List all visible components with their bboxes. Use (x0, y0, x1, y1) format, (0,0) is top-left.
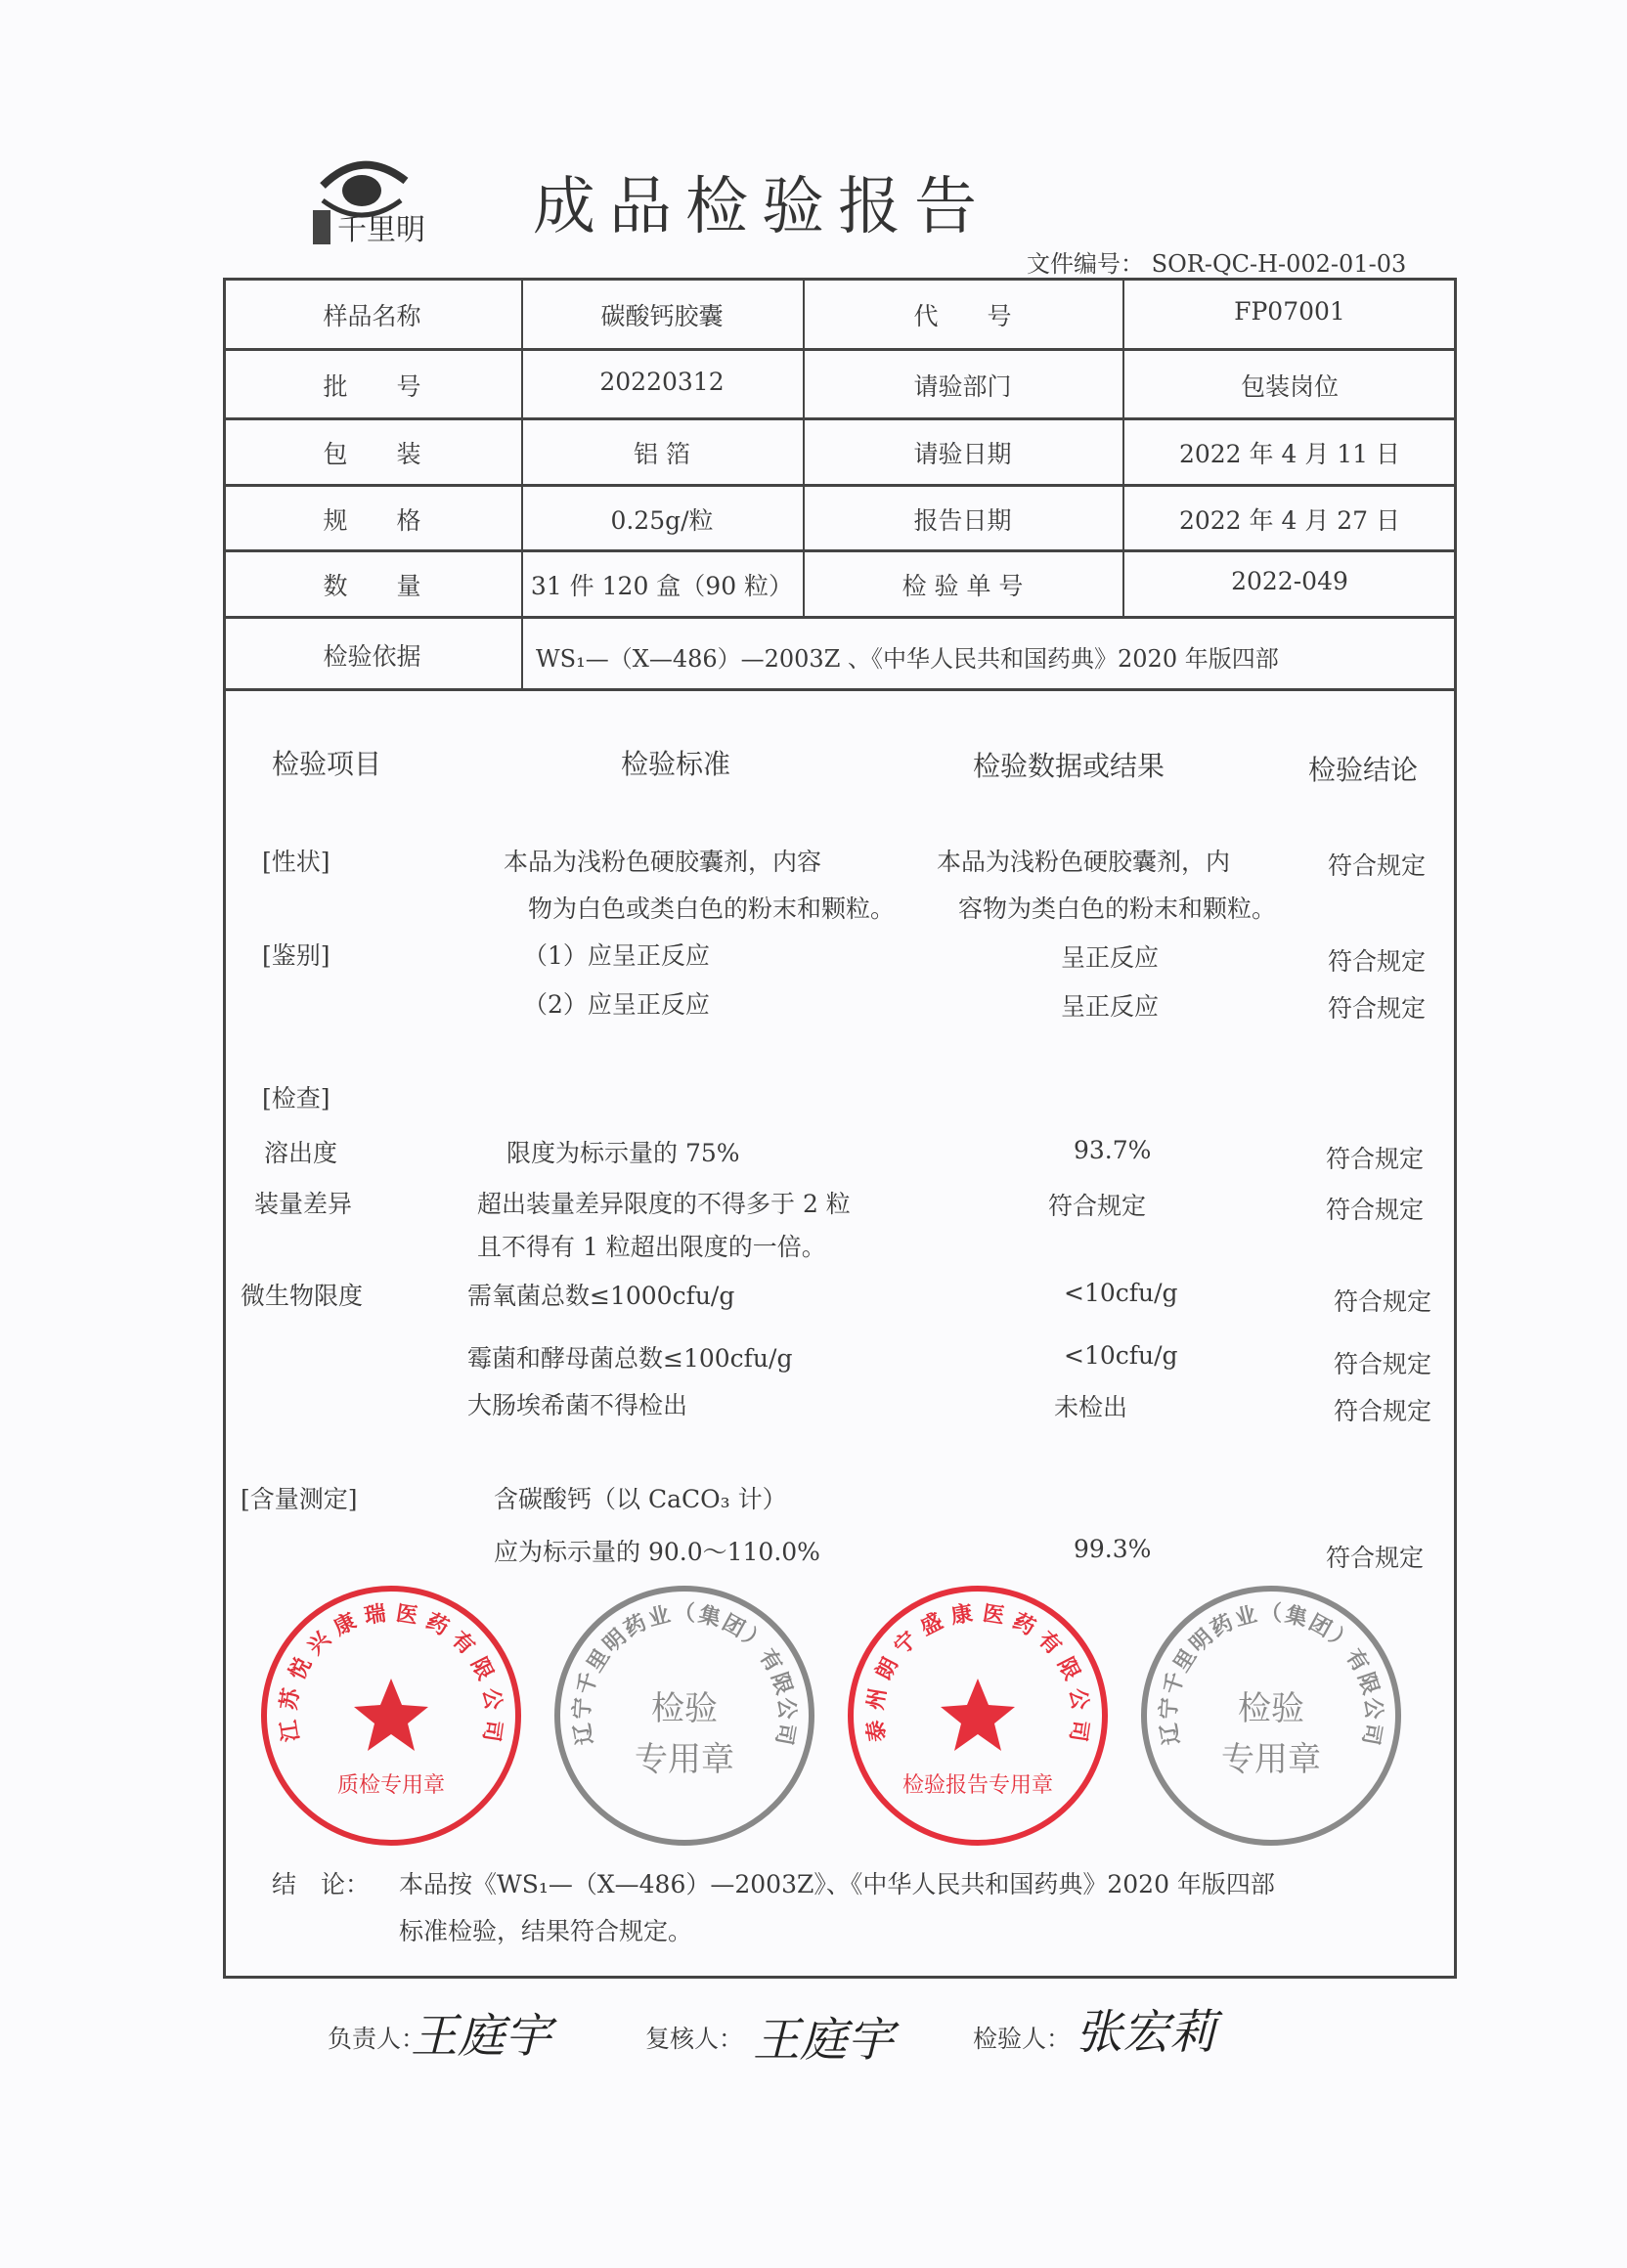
svg-text:康: 康 (330, 1609, 361, 1641)
svg-text:（: （ (673, 1601, 696, 1627)
svg-text:药: 药 (1207, 1610, 1238, 1642)
item-standard: （2）应呈正反应 (523, 990, 710, 1019)
item-conclusion: 符合规定 (1328, 947, 1427, 976)
item-standard: 物为白色或类白色的粉末和颗粒。 (528, 894, 896, 923)
item-result: 呈正反应 (1061, 992, 1160, 1021)
svg-text:检验报告专用章: 检验报告专用章 (901, 1773, 1054, 1798)
info-value: 2022-049 (1231, 567, 1348, 595)
item-result: 99.3% (1074, 1535, 1152, 1563)
svg-text:司: 司 (1064, 1718, 1092, 1744)
svg-text:限: 限 (1052, 1653, 1084, 1684)
svg-text:专用章: 专用章 (1221, 1740, 1321, 1779)
svg-text:千: 千 (572, 1669, 603, 1698)
svg-text:公: 公 (1359, 1696, 1385, 1721)
conclusion-label: 结 论： (272, 1870, 371, 1898)
responsible-label: 负责人： (328, 2025, 426, 2053)
item-result: <10cfu/g (1064, 1279, 1178, 1307)
info-value: 0.25g/粒 (610, 505, 714, 535)
basis-label: 检验依据 (323, 642, 421, 671)
conclusion-text: 标准检验，结果符合规定。 (399, 1917, 693, 1945)
col-conclusion: 检验结论 (1308, 754, 1419, 786)
item-result: 容物为类白色的粉末和颗粒。 (958, 894, 1277, 923)
reviewer-label: 复核人： (645, 2025, 744, 2053)
info-value: 2022 年 4 月 27 日 (1178, 505, 1401, 535)
svg-text:辽: 辽 (1157, 1721, 1185, 1747)
svg-text:康: 康 (948, 1601, 975, 1630)
svg-text:有: 有 (446, 1627, 479, 1660)
svg-text:里: 里 (1169, 1644, 1202, 1677)
svg-text:明: 明 (1185, 1625, 1218, 1658)
svg-text:质检专用章: 质检专用章 (336, 1773, 446, 1798)
svg-text:医: 医 (394, 1601, 420, 1630)
item-conclusion: 符合规定 (1334, 1397, 1432, 1425)
item-name: [性状] (262, 848, 330, 876)
svg-text:悦: 悦 (285, 1653, 317, 1684)
item-standard: 大肠埃希菌不得检出 (467, 1391, 688, 1419)
svg-text:集: 集 (695, 1602, 724, 1633)
svg-text:集: 集 (1282, 1602, 1310, 1633)
basis-value: WS₁—（X—486）—2003Z 、《中华人民共和国药典》2020 年版四部 (536, 645, 1279, 673)
svg-text:限: 限 (766, 1669, 797, 1698)
item-name: 微生物限度 (241, 1282, 364, 1310)
eye-logo-icon (293, 142, 460, 249)
item-result: 93.7% (1074, 1136, 1152, 1164)
info-label: 请验日期 (913, 440, 1012, 468)
svg-text:瑞: 瑞 (362, 1601, 388, 1630)
item-result: 呈正反应 (1061, 943, 1160, 972)
inspector-label: 检验人： (973, 2025, 1072, 2053)
svg-text:宁: 宁 (570, 1696, 596, 1721)
item-conclusion: 符合规定 (1326, 1196, 1425, 1224)
item-standard: 限度为标示量的 75% (506, 1139, 740, 1167)
item-conclusion: 符合规定 (1326, 1544, 1425, 1572)
svg-text:业: 业 (645, 1602, 674, 1633)
item-standard: 需氧菌总数≤1000cfu/g (467, 1282, 735, 1310)
info-label: 报告日期 (913, 505, 1012, 535)
info-value: FP07001 (1234, 297, 1345, 326)
item-conclusion: 符合规定 (1334, 1287, 1432, 1316)
info-label: 样品名称 (323, 302, 421, 330)
svg-text:团: 团 (718, 1610, 749, 1642)
inspector-signature: 张宏莉 (1076, 2005, 1217, 2060)
item-standard: 霉菌和酵母菌总数≤100cfu/g (467, 1344, 793, 1373)
item-standard: （1）应呈正反应 (523, 941, 710, 970)
item-name: [检查] (262, 1084, 330, 1112)
item-result: 未检出 (1054, 1393, 1128, 1421)
info-label: 批 号 (323, 371, 421, 401)
item-conclusion: 符合规定 (1328, 851, 1427, 880)
item-result: 本品为浅粉色硬胶囊剂，内 (937, 848, 1231, 876)
responsible-signature: 王庭宇 (411, 2009, 552, 2064)
svg-text:药: 药 (1008, 1609, 1039, 1641)
svg-text:辽: 辽 (570, 1721, 598, 1747)
info-value: 20220312 (599, 367, 725, 396)
svg-text:限: 限 (1352, 1669, 1384, 1698)
svg-text:限: 限 (465, 1653, 498, 1684)
item-name: 溶出度 (264, 1139, 338, 1167)
info-label: 规 格 (323, 505, 421, 535)
svg-text:检验: 检验 (1238, 1689, 1304, 1728)
svg-text:医: 医 (981, 1601, 1007, 1630)
info-label: 代 号 (913, 302, 1012, 330)
info-value: 2022 年 4 月 11 日 (1178, 440, 1401, 468)
info-label: 包 装 (323, 440, 421, 468)
info-value: 31 件 120 盒（90 粒） (530, 572, 794, 600)
item-conclusion: 符合规定 (1334, 1350, 1432, 1378)
item-standard: 本品为浅粉色硬胶囊剂，内容 (504, 848, 822, 876)
document-number (1027, 244, 1406, 279)
item-result: <10cfu/g (1064, 1341, 1178, 1370)
svg-text:泰: 泰 (863, 1718, 892, 1744)
reviewer-signature: 王庭宇 (753, 2013, 895, 2068)
svg-text:江: 江 (277, 1718, 305, 1744)
svg-text:明: 明 (598, 1625, 632, 1658)
svg-text:）: ） (1324, 1625, 1357, 1658)
svg-text:有: 有 (1341, 1644, 1373, 1677)
svg-text:公: 公 (477, 1686, 506, 1713)
svg-text:里: 里 (583, 1644, 615, 1677)
col-standard: 检验标准 (621, 748, 731, 780)
svg-text:宁: 宁 (1157, 1696, 1183, 1721)
item-conclusion: 符合规定 (1326, 1145, 1425, 1173)
report-title: 成品检验报告 (533, 171, 990, 243)
svg-text:检验: 检验 (651, 1689, 718, 1728)
svg-text:司: 司 (1357, 1721, 1385, 1747)
svg-text:有: 有 (1033, 1627, 1066, 1660)
info-value: 铝 箔 (634, 440, 690, 468)
item-conclusion: 符合规定 (1328, 994, 1427, 1023)
svg-text:业: 业 (1232, 1602, 1260, 1633)
svg-text:盛: 盛 (916, 1609, 947, 1641)
info-label: 检 验 单 号 (901, 572, 1024, 600)
doc-no-value: SOR-QC-H-002-01-03 (1151, 250, 1407, 278)
conclusion-text: 本品按《WS₁—（X—486）—2003Z》、《中华人民共和国药典》2020 年版四部 (399, 1870, 1275, 1898)
svg-text:专用章: 专用章 (635, 1740, 734, 1779)
item-standard: 超出装量差异限度的不得多于 2 粒 (477, 1190, 851, 1218)
svg-text:团: 团 (1304, 1610, 1336, 1642)
svg-text:药: 药 (620, 1610, 651, 1642)
svg-text:千里明: 千里明 (337, 213, 425, 247)
col-item: 检验项目 (272, 748, 382, 780)
svg-text:兴: 兴 (303, 1627, 336, 1660)
item-name: [含量测定] (241, 1485, 358, 1513)
svg-text:公: 公 (1064, 1686, 1092, 1713)
doc-no-label: 文件编号： (1027, 250, 1144, 278)
svg-text:州: 州 (863, 1686, 892, 1713)
item-standard: 应为标示量的 90.0～110.0% (494, 1538, 820, 1566)
info-value: 包装岗位 (1240, 371, 1339, 401)
company-logo (293, 142, 460, 253)
svg-text:千: 千 (1159, 1669, 1190, 1698)
svg-text:司: 司 (477, 1718, 506, 1744)
item-result: 符合规定 (1048, 1192, 1147, 1220)
info-label: 请验部门 (913, 371, 1012, 401)
col-result: 检验数据或结果 (973, 750, 1165, 782)
info-value: 碳酸钙胶囊 (600, 302, 724, 330)
svg-text:公: 公 (772, 1696, 799, 1721)
svg-text:药: 药 (421, 1609, 453, 1641)
svg-text:有: 有 (754, 1644, 786, 1677)
svg-text:苏: 苏 (277, 1686, 305, 1713)
svg-text:宁: 宁 (890, 1627, 923, 1660)
item-name: 装量差异 (254, 1190, 353, 1218)
item-standard: 含碳酸钙（以 CaCO₃ 计） (494, 1485, 787, 1513)
svg-text:朗: 朗 (871, 1653, 903, 1684)
svg-text:（: （ (1259, 1601, 1283, 1627)
item-name: [鉴别] (262, 941, 330, 970)
info-label: 数 量 (323, 572, 421, 600)
svg-text:司: 司 (770, 1721, 799, 1747)
svg-text:）: ） (737, 1625, 770, 1658)
item-standard: 且不得有 1 粒超出限度的一倍。 (477, 1233, 826, 1261)
